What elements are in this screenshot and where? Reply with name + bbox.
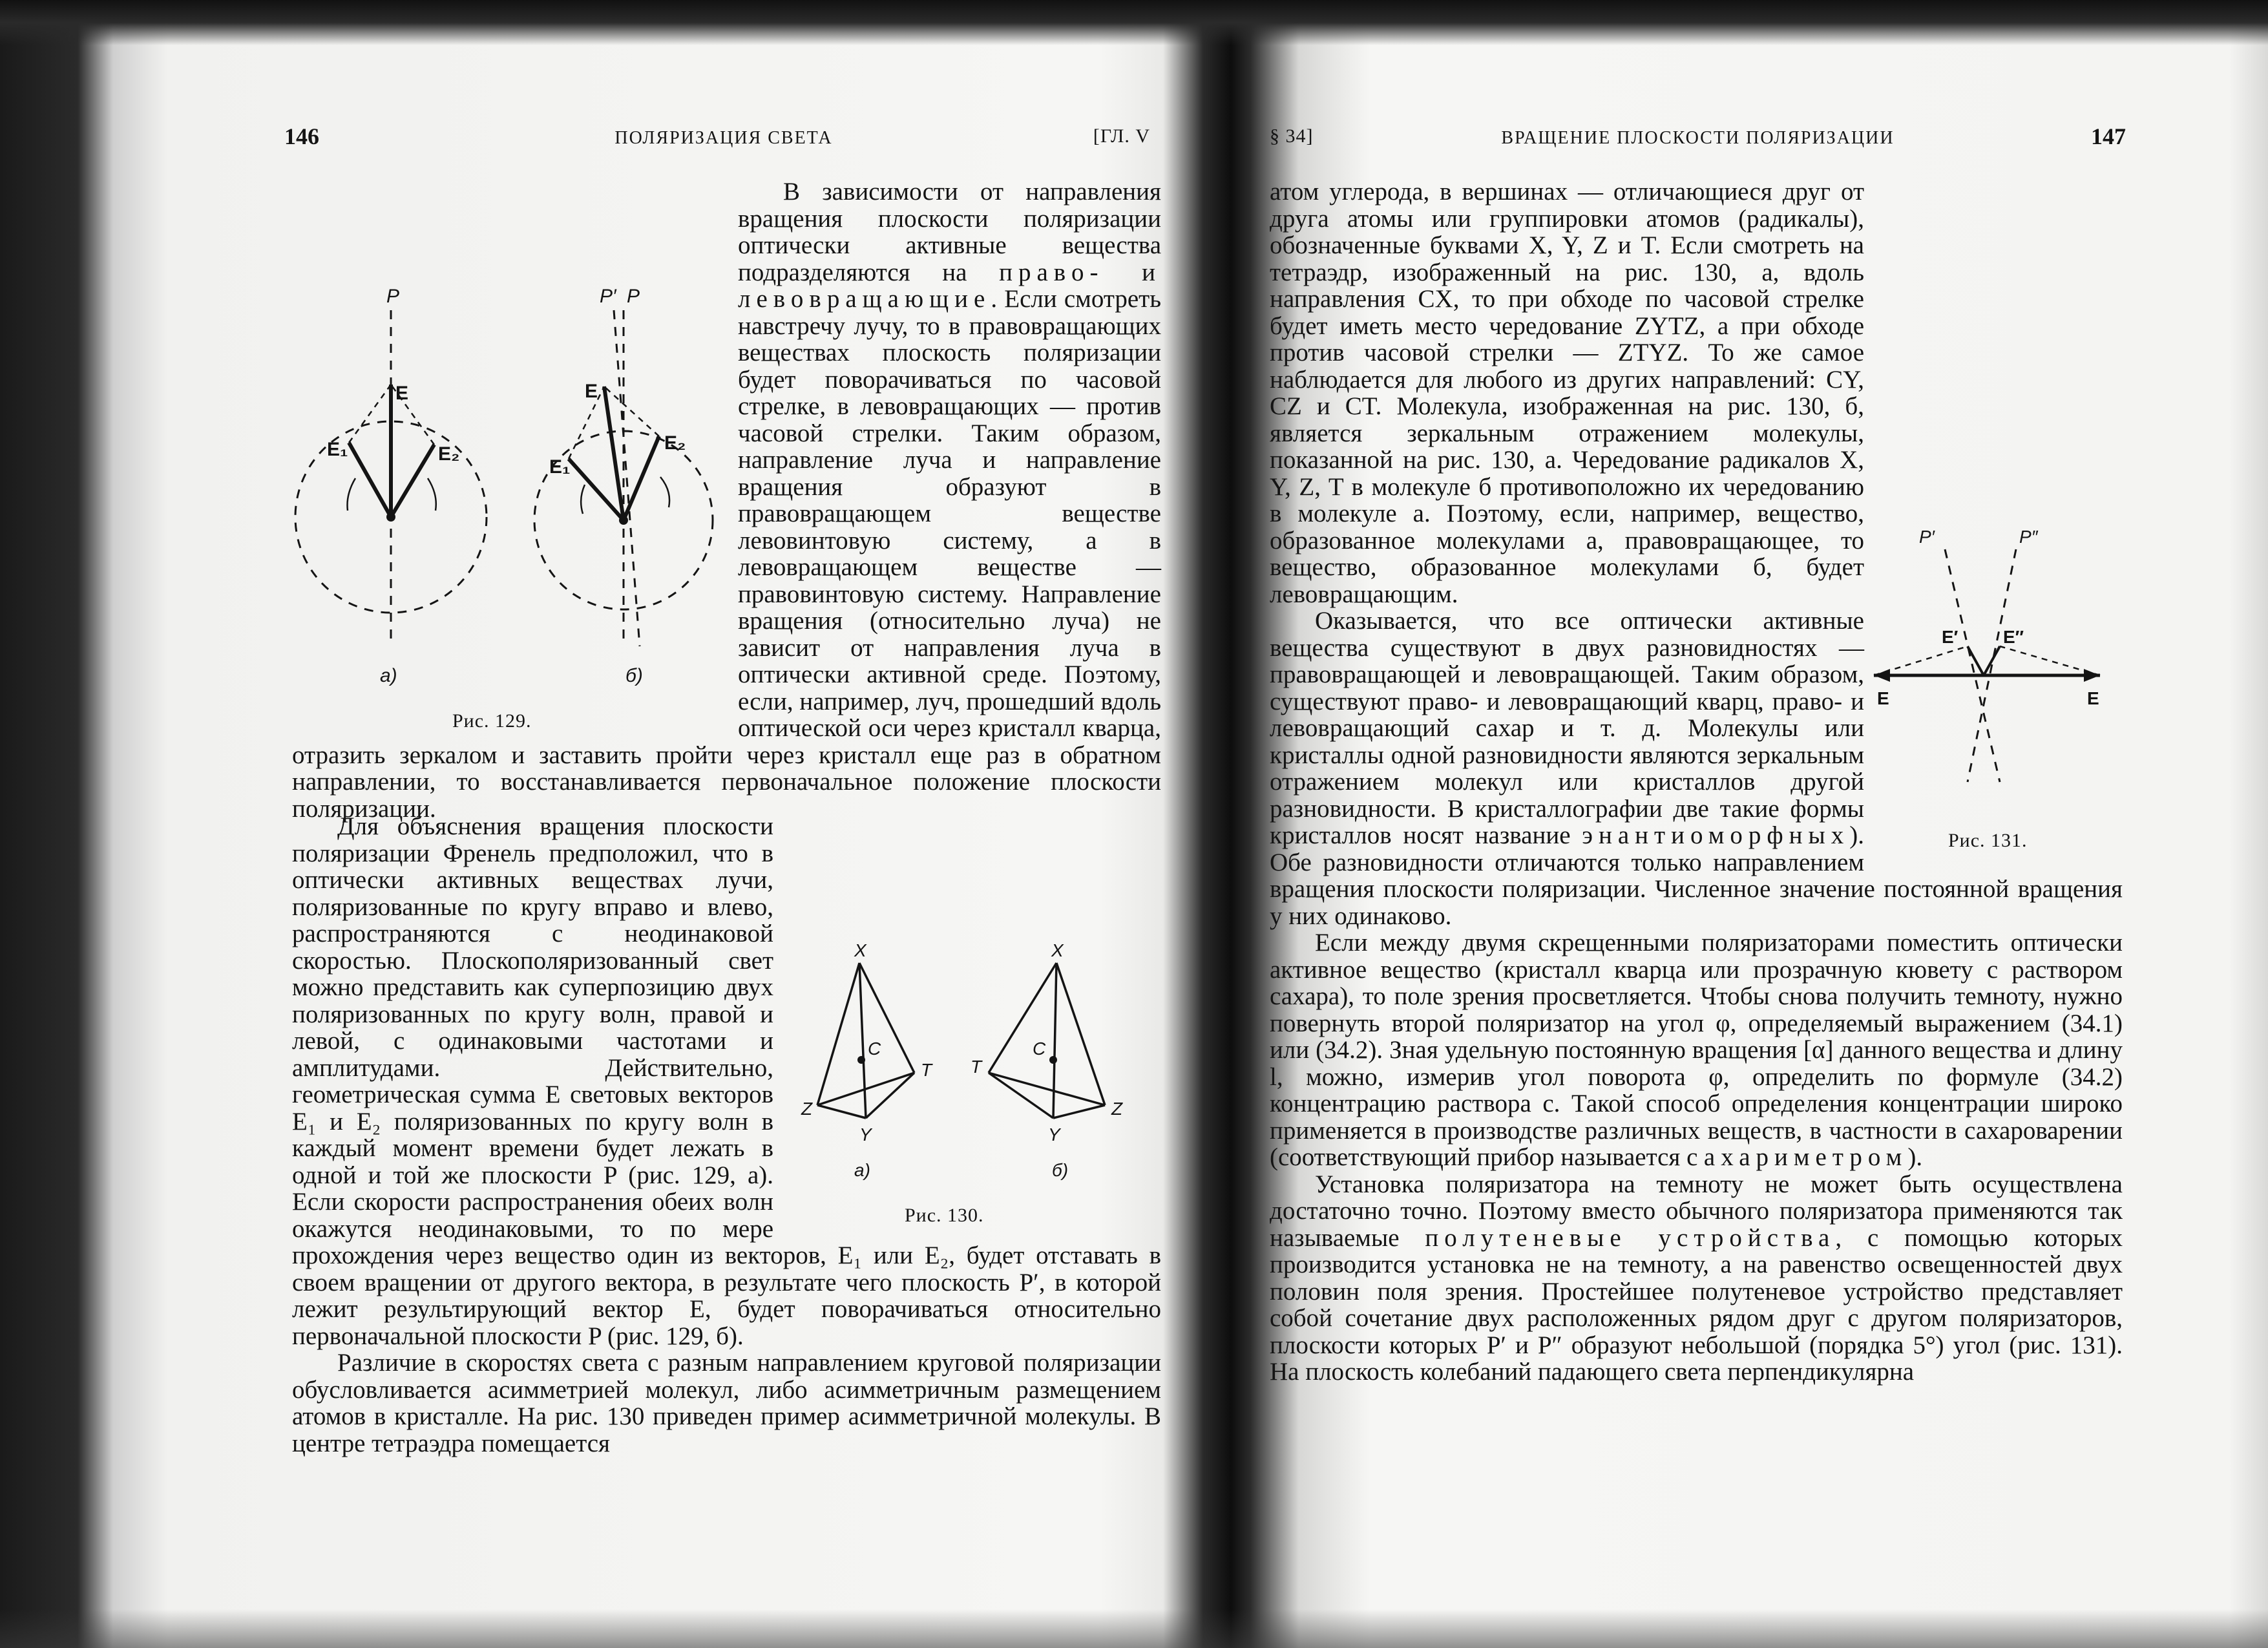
- fig131-arrow-left: [1874, 669, 1890, 682]
- fig130a-label-t: T: [921, 1060, 932, 1080]
- fig131-arrow-right: [2084, 669, 2100, 682]
- fig131-vector-e-double-prime: [1984, 646, 2000, 675]
- left-p1-text-b: . Если смотреть навстречу лучу, то в правовращающих веществах плоскость поляризации будет поворачиваться по часовой стрелке, в левовращающих — против часовой стрелки. Таким образом, направление луча и направление вращения образуют в правовращающем веществе левовинтовую систему, а в левовращающем веществе — правовинтовую систему. Направление вращения (относительно луча) не зависит от направления луча в оптически активной среде. Поэтому, если, например, луч, прошедший вдоль оптической оси через кристалл кварца, отразить зеркалом и заставить пройти через кристалл еще раз в обратном направлении, то восстанавливается первоначальное положение плоскости поляризации.: [292, 285, 1161, 823]
- fig130b-label-x: X: [1051, 944, 1064, 960]
- left-p2-text: Для объяснения вращения плоскости поляризации Френель предположил, что в оптически активных веществах лучи, поляризованные по кругу вправо и влево, распространяются с неодинаковой скоростью. Плоскополяризованный свет можно представить как суперпозицию двух поляризованных по кругу волн, правой и левой, с одинаковыми частотами и амплитудами. Действительно, геометрическая сумма E световых векторов E₁ и E₂ поляризованных по кругу волн в каждый момент времени будет лежать в одной и той же плоскости P (рис. 129, а). Если скорости распространения обеих волн окажутся неодинаковыми, то по мере прохождения через вещество один из векторов, E₁ или E₂, будет отставать в своем вращении от другого вектора, в результате чего плоскость P′, в которой лежит результирующий вектор E, будет поворачиваться относительно первоначальной плоскости P (рис. 129, б).: [292, 812, 1161, 1350]
- fig129a-parallelogram-left: [349, 385, 391, 443]
- scan-top-shadow: [0, 0, 2268, 45]
- right-p2-text-a: Оказывается, что все оптически активные вещества существуют в двух разновидностях — правовращающей и левовращающей. Таким образом, существуют право- и левовращающий кварц, право- и левовращающий сахар и т. д. Молекулы или кристаллы одной разновидности являются зеркальным отражением молекул или кристаллов другой разновидности. В кристаллографии две такие формы кристаллов носят название: [1270, 607, 1864, 849]
- figure-130: [795, 944, 1157, 1241]
- fig130a-label-x: X: [854, 944, 866, 960]
- fig129b-rotation-arrow-right: [660, 477, 669, 507]
- fig130b-edge-xt: [989, 963, 1056, 1073]
- fig131-label-p-prime: P′: [1919, 527, 1935, 547]
- fig129b-origin-dot: [619, 516, 628, 525]
- fig130a-edge-xz: [817, 963, 859, 1105]
- fig131-label-p-double-prime: P″: [2019, 527, 2038, 547]
- fig131-label-e-double-prime: E″: [2003, 627, 2024, 647]
- left-running-head: [284, 123, 1163, 155]
- fig129a-origin-dot: [386, 512, 395, 522]
- right-page-number: 147: [2091, 123, 2126, 149]
- fig130b-label-t: T: [971, 1057, 982, 1077]
- fig129b-label-e: E: [585, 381, 598, 402]
- left-chapter-label: [ГЛ. V: [1093, 125, 1150, 147]
- right-p4-text-a: Установка поляризатора на темноту не может быть осуществлена достаточно точно. Поэтому вместо обычного поляризатора применяются так называемые: [1270, 1170, 2123, 1252]
- fig129a-rotation-arrow-right: [428, 478, 436, 511]
- right-p2-spaced-term: энантиоморфных: [1582, 821, 1850, 849]
- right-p3-text-a: Если между двумя скрещенными поляризаторами поместить оптически активное вещество (кристалл кварца или прозрачную кювету с раствором сахара), то поле зрения просветляется. Чтобы снова получить темноту, нужно повернуть второй поляризатор на угол φ, определяемый выражением (34.1) или (34.2). Зная удельную постоянную вращения [α] данного вещества и длину l, можно, измерив угол поворота φ, определить по формуле (34.2) концентрацию раствора c. Такой способ определения концентрации широко применяется в производстве различных веществ, в частности в сахароварении (соответствующий прибор называется: [1270, 929, 2123, 1171]
- fig130b-edge-tz: [989, 1073, 1105, 1105]
- figure-129: [291, 271, 743, 737]
- fig129b-label-p-prime: P′: [600, 286, 616, 307]
- fig129a-rotation-arrow-left: [348, 478, 356, 511]
- fig130a-edge-zy: [817, 1105, 866, 1118]
- fig130b-edge-xz: [1056, 963, 1105, 1105]
- right-p1-text: атом углерода, в вершинах — отличающиеся друг от друга атомы или группировки атомов (радикалы), обозначенные буквами X, Y, Z и T. Если смотреть на тетраэдр, изображенный на рис. 130, а, вдоль направления CX, то при обходе по часовой стрелке будет иметь место чередование ZYTZ, а при обходе против часовой стрелки — ZTYZ. То же самое наблюдается для любого из других направлений: CY, CZ и CT. Молекула, изображенная на рис. 130, б, является зеркальным отражением молекулы, показанной на рис. 130, а. Чередование радикалов X, Y, Z, T в молекуле б противоположно их чередованию в молекуле а. Поэтому, если, например, вещество, образованное молекулами а, правовращающее, то вещество, образованное молекулами б, будет левовращающим.: [1270, 178, 1864, 608]
- fig129a-vector-e2: [391, 445, 434, 517]
- fig130a-label-z: Z: [801, 1099, 813, 1119]
- right-running-title: ВРАЩЕНИЕ ПЛОСКОСТИ ПОЛЯРИЗАЦИИ: [1501, 128, 1895, 148]
- fig131-label-e-right: E: [2087, 688, 2099, 708]
- right-section-label: § 34]: [1270, 125, 1314, 147]
- fig130a-edge-ty: [866, 1073, 914, 1118]
- fig130b-edge-zy: [1053, 1105, 1105, 1118]
- fig130a-center-dot: [857, 1056, 865, 1064]
- fig129a-label-a: а): [380, 665, 397, 686]
- fig129b-label-e2: E₂: [664, 432, 686, 454]
- fig129a-label-e: E: [395, 383, 409, 404]
- fig130a-label-a: а): [854, 1160, 870, 1180]
- fig130b-label-y: Y: [1048, 1125, 1060, 1145]
- fig130-caption: Рис. 130.: [905, 1205, 984, 1226]
- left-p1-spaced-term: право- и левовращающие: [738, 258, 1162, 313]
- fig129-caption: Рис. 129.: [452, 710, 532, 732]
- right-p4-spaced-term: полутеневые устройства: [1425, 1223, 1836, 1252]
- right-page: [1270, 123, 2126, 1532]
- left-page: [284, 123, 1163, 1532]
- fig130b-edge-xy: [1053, 963, 1056, 1118]
- fig131-vector-e-prime: [1968, 646, 1984, 675]
- right-p3-spaced-term: сахариметром: [1686, 1143, 1908, 1171]
- figure-131: [1864, 511, 2123, 885]
- fig129b-label-b: б): [625, 665, 643, 686]
- fig130b-edge-ty: [989, 1073, 1053, 1118]
- left-page-number: 146: [284, 123, 319, 149]
- fig130b-label-z: Z: [1111, 1099, 1123, 1119]
- fig130a-label-y: Y: [859, 1125, 872, 1145]
- right-p3-text-b: ).: [1907, 1143, 1923, 1171]
- fig131-caption: Рис. 131.: [1948, 830, 2028, 851]
- right-running-head: [1270, 123, 2126, 155]
- fig129b-label-e1: E₁: [549, 456, 571, 478]
- fig129b-parallelogram-right: [604, 386, 659, 436]
- left-running-title: ПОЛЯРИЗАЦИЯ СВЕТА: [614, 128, 833, 148]
- left-p3-text: Различие в скоростях света с разным направлением круговой поляризации обусловливается асимметрией молекул, либо асимметричным размещением атомов в кристалле. На рис. 130 приведен пример асимметричной молекулы. В центре тетраэдра помещается: [292, 1349, 1161, 1457]
- fig130a-label-c: C: [868, 1039, 881, 1059]
- fig129a-label-p: P: [386, 286, 400, 307]
- fig130b-label-b: б): [1052, 1160, 1069, 1180]
- right-p4-text-b: , с помощью которых производится установка не на темноту, а на равенство освещенностей двух половин поля зрения. Простейшее полутеневое устройство представляет собой сочетание двух расположенных рядом друг с другом поляризаторов, плоскости которых P′ и P″ образуют небольшой (порядка 5°) угол (рис. 131). На плоскость колебаний падающего света перпендикулярна: [1270, 1223, 2123, 1386]
- fig130b-center-dot: [1049, 1056, 1057, 1064]
- fig131-label-e-left: E: [1877, 688, 1889, 708]
- right-p2-text-b: ). Обе разновидности отличаются только направлением вращения плоскости поляризации. Численное значение постоянной вращения у них одинаково.: [1270, 821, 2123, 930]
- fig129b-vector-e2: [624, 436, 659, 520]
- fig130a-edge-xy: [859, 963, 866, 1118]
- left-p1-text-a: В зависимости от направления вращения плоскости поляризации оптически активные вещества подразделяются на: [738, 178, 1161, 286]
- fig129b-label-p: P: [627, 286, 640, 307]
- fig131-label-e-prime: E′: [1942, 627, 1958, 647]
- scan-bottom-shadow: [0, 1609, 2268, 1648]
- fig129a-label-e1: E₁: [327, 439, 348, 460]
- fig130b-label-c: C: [1033, 1039, 1046, 1059]
- fig129a-label-e2: E₂: [438, 443, 460, 465]
- fig129b-rotation-arrow-left: [581, 485, 585, 514]
